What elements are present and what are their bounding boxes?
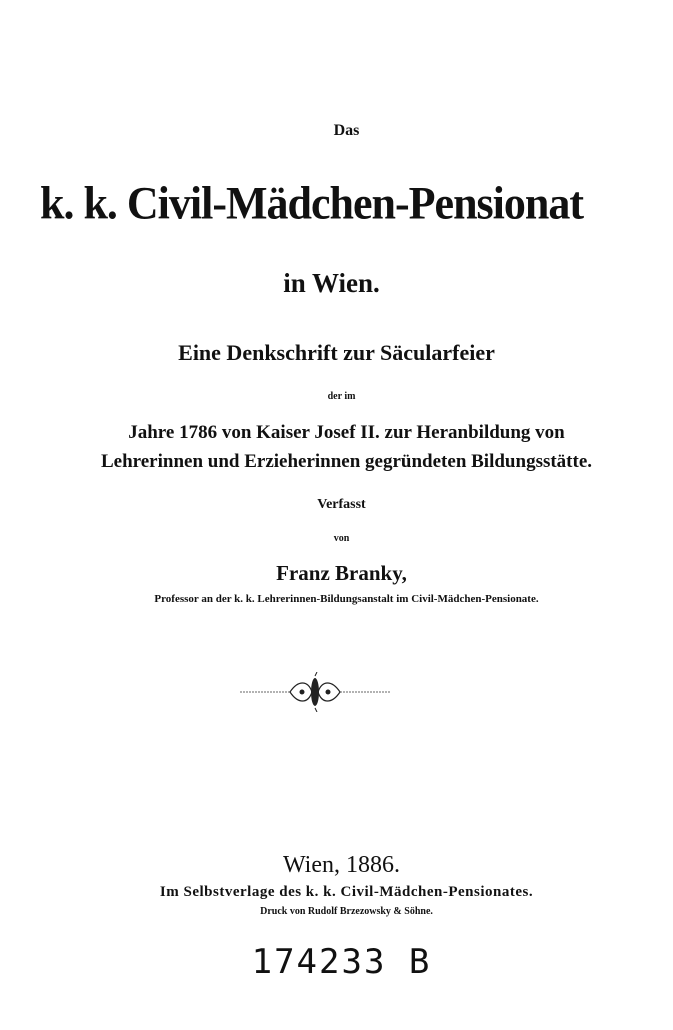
author-name: Franz Branky, [276, 561, 407, 585]
title-in-wien: in Wien. [283, 268, 380, 298]
main-title: k. k. Civil-Mädchen-Pensionat [39, 177, 584, 230]
title-das: Das [333, 122, 360, 139]
verfasst-label: Verfasst [317, 497, 366, 512]
von-label: von [333, 533, 350, 544]
publisher-line: Im Selbstverlage des k. k. Civil-Mädchen-Pensionates. [159, 884, 534, 900]
printer-line: Druck von Rudolf Brzezowsky & Söhne. [260, 906, 433, 917]
connector-der-im: der im [327, 391, 356, 402]
ornament-divider [240, 672, 390, 712]
description-line-2: Lehrerinnen und Erzieherinnen gegründeten Bildungsstätte. [100, 451, 593, 472]
subtitle: Eine Denkschrift zur Säcularfeier [178, 340, 495, 365]
description-line-1: Jahre 1786 von Kaiser Josef II. zur Heranbildung von [128, 422, 565, 443]
author-title: Professor an der k. k. Lehrerinnen-Bildungsanstalt im Civil-Mädchen-Pensionate. [154, 593, 539, 605]
place-and-year: Wien, 1886. [282, 852, 400, 878]
library-shelfmark: 174233 B [251, 942, 432, 982]
